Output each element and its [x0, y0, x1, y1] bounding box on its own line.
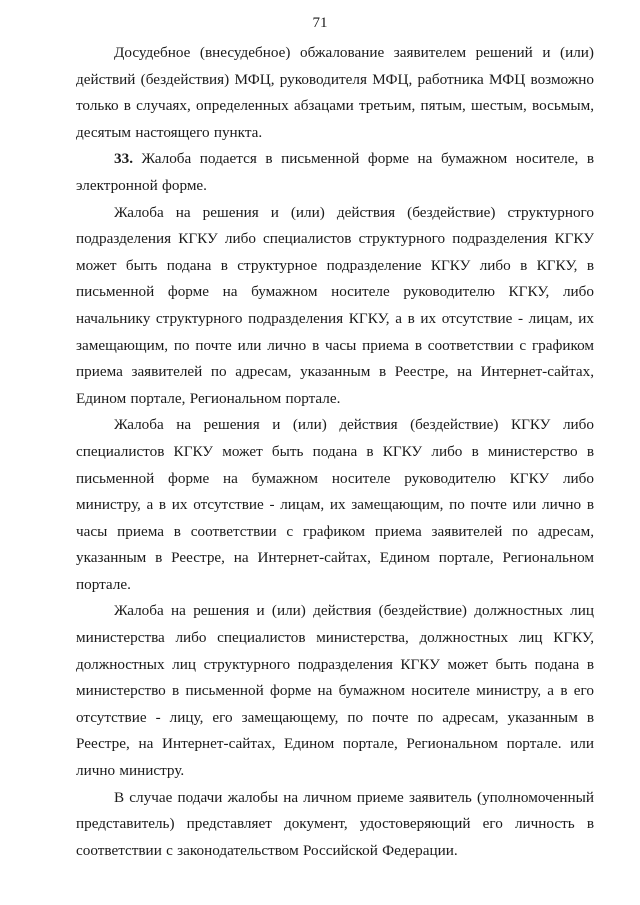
paragraph-text: Жалоба подается в письменной форме на бумажном носителе, в электронной форме. [76, 150, 594, 194]
section-number: 33. [114, 150, 133, 168]
paragraph [76, 200, 594, 413]
paragraph [76, 40, 594, 146]
paragraph [76, 146, 594, 199]
paragraph-text: Жалоба на решения и (или) действия (бездействие) структурного подразделения КГКУ либо специалистов структурного подразделения КГКУ может быть подана в структурное подразделение КГКУ либо в КГКУ, в письменной форме на бумажном носителе руководителю КГКУ, либо начальнику структурного подразделения КГКУ, а в их отсутствие - лицам, их замещающим, по почте или лично в часы приема в соответствии с графиком приема заявителей по адресам, указанным в Реестре, на Интернет-сайтах, Едином портале, Региональном портале. [76, 203, 594, 407]
paragraph [76, 785, 594, 865]
paragraph [76, 412, 594, 598]
paragraph-text: Жалоба на решения и (или) действия (бездействие) должностных лиц министерства либо специалистов министерства, должностных лиц КГКУ, должностных лиц структурного подразделения КГКУ может быть подана в министерство в письменной форме на бумажном носителе министру, а в его отсутствие - лицу, его замещающему, по почте по адресам, указанным в Реестре, на Интернет-сайтах, Едином портале, Региональном портале. или лично министру. [76, 602, 594, 780]
paragraph-text: Досудебное (внесудебное) обжалование заявителем решений и (или) действий (бездействия) МФЦ, руководителя МФЦ, работника МФЦ возможно только в случаях, определенных абзацами третьим, пятым, шестым, восьмым, десятым настоящего пункта. [76, 44, 594, 141]
paragraph-text: В случае подачи жалобы на личном приеме заявитель (уполномоченный представитель) представляет документ, удостоверяющий его личность в соответствии с законодательством Российской Федерации. [76, 788, 594, 859]
paragraph-text: Жалоба на решения и (или) действия (бездействие) КГКУ либо специалистов КГКУ может быть подана в КГКУ либо в министерство в письменной форме на бумажном носителе руководителю КГКУ либо министру, а в их отсутствие - лицам, их замещающим, по почте или лично в часы приема в соответствии с графиком приема заявителей по адресам, указанным в Реестре, на Интернет-сайтах, Едином портале, Региональном портале. [76, 416, 594, 593]
paragraph [76, 598, 594, 784]
page-number: 71 [312, 15, 328, 31]
document-body [76, 40, 594, 864]
